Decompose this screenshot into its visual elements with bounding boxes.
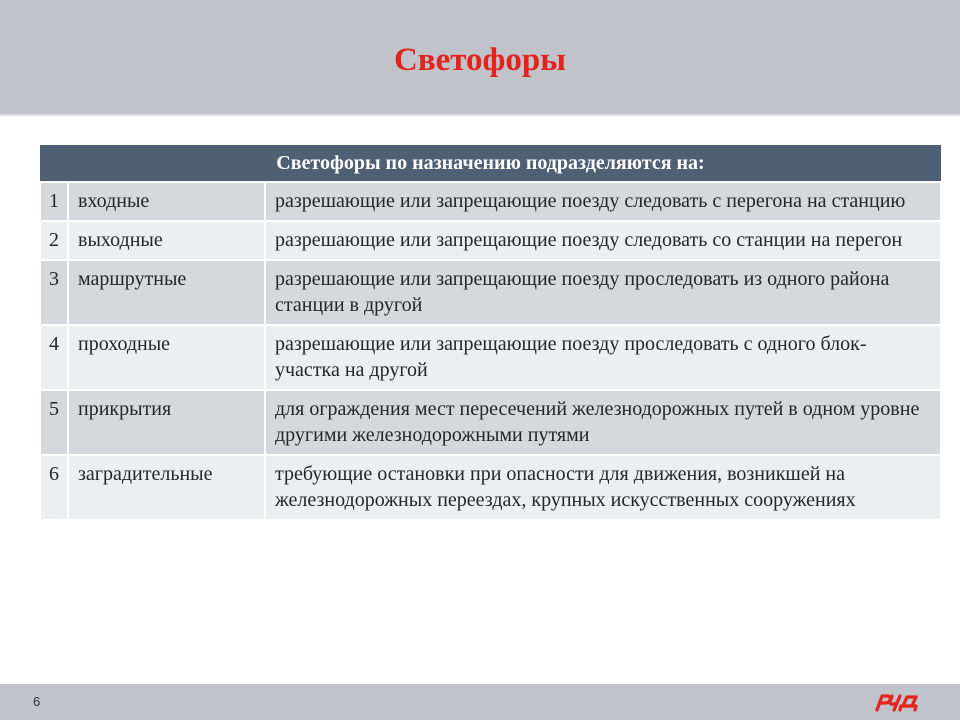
signal-type: выходные [68, 221, 265, 260]
table-row [40, 325, 941, 390]
signal-description: разрешающие или запрещающие поезду проследовать с одного блок-участка на другой [265, 325, 941, 390]
row-number: 3 [40, 260, 68, 325]
table-header-row [40, 145, 941, 182]
signal-type: прикрытия [68, 390, 265, 455]
signals-table [39, 145, 942, 521]
row-number: 6 [40, 455, 68, 520]
signal-type: проходные [68, 325, 265, 390]
page-number: 6 [33, 694, 41, 709]
table-row [40, 455, 941, 520]
signal-type: входные [68, 182, 265, 221]
table-row [40, 221, 941, 260]
signal-type: заградительные [68, 455, 265, 520]
table-header: Светофоры по назначению подразделяются на: [40, 145, 941, 182]
signal-description: разрешающие или запрещающие поезду проследовать из одного района станции в другой [265, 260, 941, 325]
table-row [40, 260, 941, 325]
row-number: 5 [40, 390, 68, 455]
signal-type: маршрутные [68, 260, 265, 325]
slide-title: Светофоры [393, 42, 567, 78]
row-number: 4 [40, 325, 68, 390]
header-divider [0, 114, 960, 116]
signal-description: разрешающие или запрещающие поезду следовать со станции на перегон [265, 221, 941, 260]
table-row [40, 182, 941, 221]
row-number: 1 [40, 182, 68, 221]
row-number: 2 [40, 221, 68, 260]
table-row [40, 390, 941, 455]
slide-footer [0, 684, 960, 720]
signal-description: для ограждения мест пересечений железнодорожных путей в одном уровне другими железнодорожными путями [265, 390, 941, 455]
signal-description: разрешающие или запрещающие поезду следовать с перегона на станцию [265, 182, 941, 221]
signal-description: требующие остановки при опасности для движения, возникшей на железнодорожных переездах, крупных искусственных сооружениях [265, 455, 941, 520]
rzd-logo-icon [872, 691, 924, 718]
